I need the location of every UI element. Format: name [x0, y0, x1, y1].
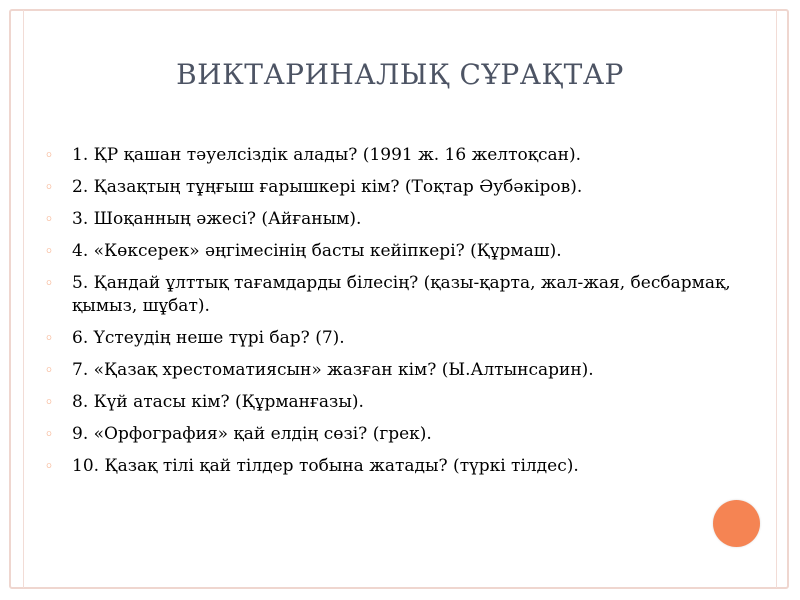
question-text: 5. Қандай ұлттық тағамдарды білесің? (қазы-қарта, жал-жая, бесбармақ, қымыз, шұбат). — [72, 273, 731, 316]
list-item — [45, 423, 735, 446]
orange-circle-decoration — [713, 500, 760, 547]
list-item — [45, 240, 735, 263]
question-text: 9. «Орфография» қай елдің сөзі? (грек). — [72, 424, 432, 444]
question-text: 8. Күй атасы кім? (Құрманғазы). — [72, 392, 364, 412]
bullet-icon: ￮ — [46, 331, 53, 345]
list-item — [45, 208, 735, 231]
list-item — [45, 327, 735, 350]
bullet-icon: ￮ — [46, 148, 53, 162]
list-item — [45, 144, 735, 167]
question-text: 3. Шоқанның әжесі? (Айғаным). — [72, 209, 362, 229]
list-item — [45, 391, 735, 414]
list-item — [45, 272, 735, 318]
bullet-icon: ￮ — [46, 395, 53, 409]
question-text: 10. Қазақ тілі қай тілдер тобына жатады? (түркі тілдес). — [72, 456, 579, 476]
list-item — [45, 359, 735, 382]
question-list — [45, 144, 735, 487]
bullet-icon: ￮ — [46, 459, 53, 473]
bullet-icon: ￮ — [46, 180, 53, 194]
question-text: 2. Қазақтың тұңғыш ғарышкері кім? (Тоқтар Әубәкіров). — [72, 177, 583, 197]
right-border-line — [776, 10, 777, 588]
bullet-icon: ￮ — [46, 276, 53, 290]
bullet-icon: ￮ — [46, 363, 53, 377]
list-item — [45, 455, 735, 478]
question-text: 4. «Көксерек» әңгімесінің басты кейіпкері? (Құрмаш). — [72, 241, 562, 261]
question-text: 1. ҚР қашан тәуелсіздік алады? (1991 ж. 16 желтоқсан). — [72, 145, 582, 165]
bullet-icon: ￮ — [46, 427, 53, 441]
slide-title: ВИКТАРИНАЛЫҚ СҰРАҚТАР — [176, 58, 624, 91]
bullet-icon: ￮ — [46, 212, 53, 226]
question-text: 6. Үстеудің неше түрі бар? (7). — [72, 328, 345, 348]
bullet-icon: ￮ — [46, 244, 53, 258]
left-border-line — [23, 10, 24, 588]
question-text: 7. «Қазақ хрестоматиясын» жазған кім? (Ы.Алтынсарин). — [72, 360, 594, 380]
list-item — [45, 176, 735, 199]
